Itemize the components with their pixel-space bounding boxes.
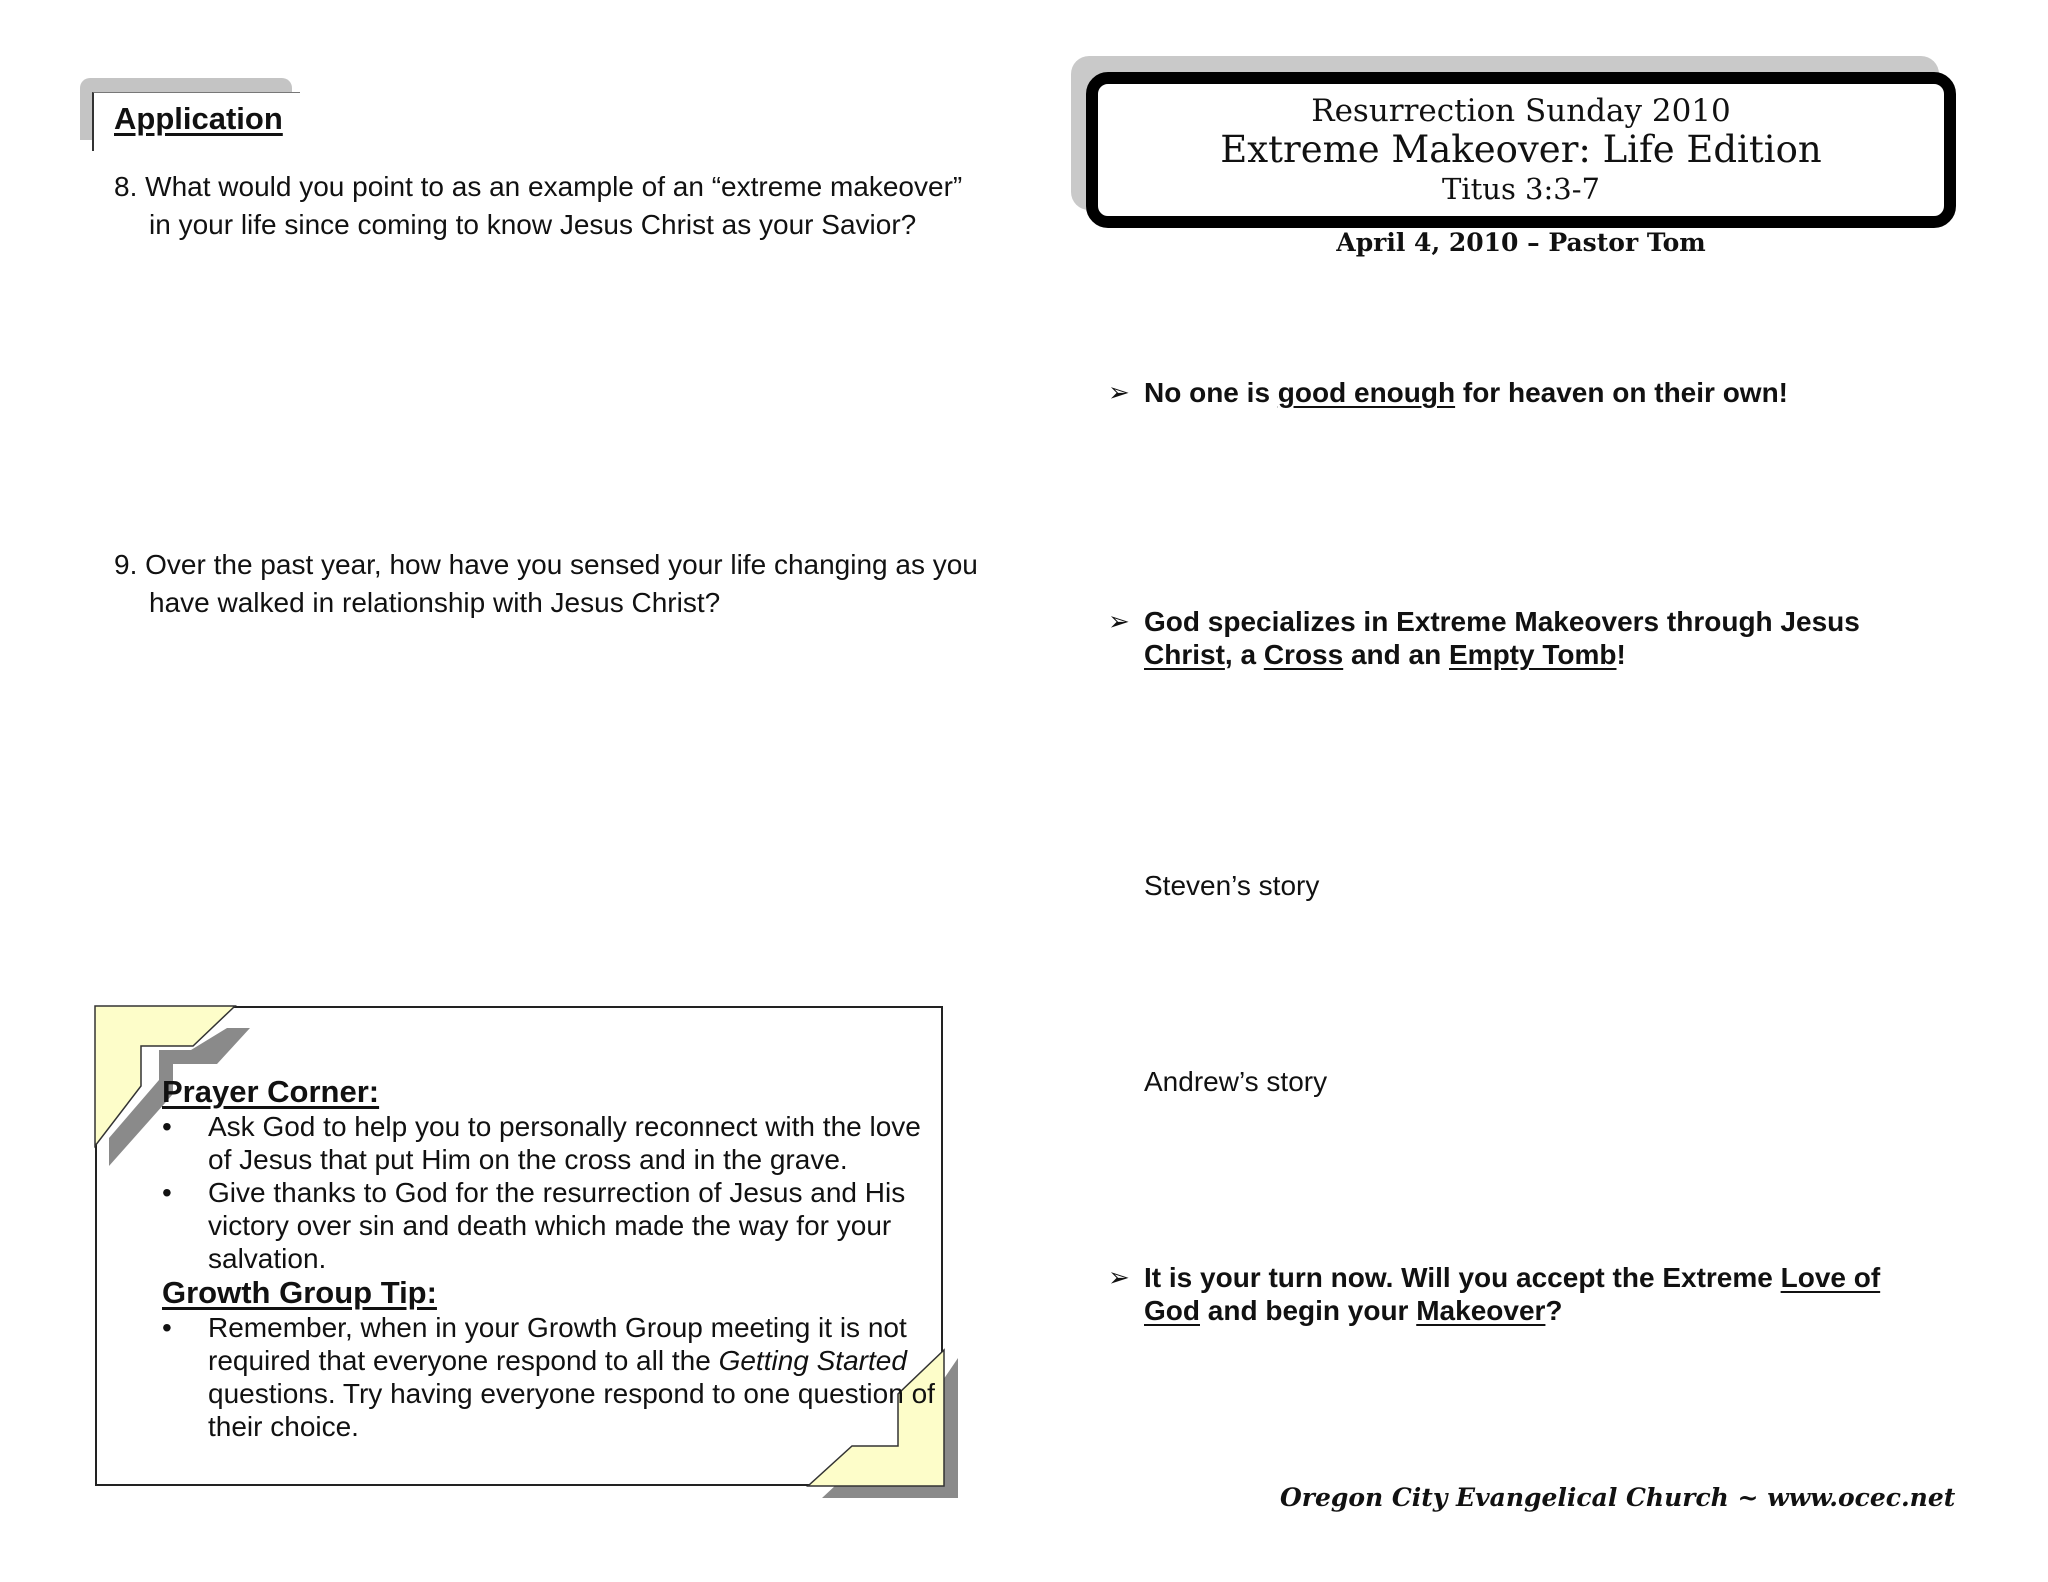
tip-italic-text: Getting Started bbox=[718, 1345, 907, 1376]
point-text: It is your turn now. Will you accept the Extreme bbox=[1144, 1262, 1781, 1293]
point-text: God specializes in Extreme Makeovers through Jesus bbox=[1144, 606, 1860, 637]
question-number: 8. bbox=[114, 171, 138, 202]
sermon-point-3 bbox=[1108, 1261, 1928, 1327]
prayer-item: • Give thanks to God for the resurrection of Jesus and His victory over sin and death which made the way for your salvation. bbox=[162, 1176, 942, 1275]
prayer-list bbox=[162, 1110, 942, 1275]
tip-text: questions. Try having everyone respond to one question of their choice. bbox=[208, 1378, 935, 1442]
prayer-item: • Ask God to help you to personally reconnect with the love of Jesus that put Him on the cross and in the grave. bbox=[162, 1110, 942, 1176]
arrow-bullet-icon: ➢ bbox=[1108, 606, 1130, 636]
point-fill-in: good enough bbox=[1277, 377, 1456, 408]
point-fill-in: Love of God bbox=[1144, 1262, 1881, 1326]
point-fill-in: Christ bbox=[1144, 639, 1225, 670]
question-9 bbox=[114, 546, 979, 622]
point-fill-in: Cross bbox=[1263, 639, 1344, 670]
point-fill-in: Empty Tomb bbox=[1449, 639, 1617, 670]
arrow-bullet-icon: ➢ bbox=[1108, 1262, 1130, 1292]
point-text: ? bbox=[1545, 1295, 1563, 1326]
sermon-point-text bbox=[1108, 376, 1928, 409]
point-text: and begin your bbox=[1200, 1295, 1417, 1326]
question-number: 9. bbox=[114, 549, 138, 580]
title-line-2: Extreme Makeover: Life Edition bbox=[1220, 128, 1822, 171]
church-footer: Oregon City Evangelical Church ~ www.ocec.net bbox=[1280, 1483, 1956, 1512]
date-and-pastor: April 4, 2010 – Pastor Tom bbox=[1336, 228, 1706, 257]
sermon-point-text bbox=[1108, 605, 1928, 671]
point-text: , a bbox=[1224, 639, 1264, 670]
sermon-point-2 bbox=[1108, 605, 1928, 671]
arrow-bullet-icon: ➢ bbox=[1108, 377, 1130, 407]
sermon-point-1 bbox=[1108, 376, 1928, 409]
andrew-story: Andrew’s story bbox=[1144, 1066, 1328, 1097]
prayer-corner-content bbox=[162, 1074, 942, 1443]
point-fill-in: Makeover bbox=[1416, 1295, 1546, 1326]
title-line-3: Titus 3:3-7 bbox=[1442, 172, 1600, 206]
point-text: for heaven on their own! bbox=[1455, 377, 1789, 408]
tip-list bbox=[162, 1311, 942, 1443]
steven-story: Steven’s story bbox=[1144, 870, 1320, 901]
title-line-1: Resurrection Sunday 2010 bbox=[1311, 93, 1731, 129]
sermon-point-text bbox=[1108, 1261, 1928, 1327]
point-text: No one is bbox=[1144, 377, 1278, 408]
point-text: ! bbox=[1616, 639, 1626, 670]
point-text: and an bbox=[1343, 639, 1449, 670]
tip-text: Remember, when in your Growth Group meeting it is not required that everyone respond to all the bbox=[208, 1312, 907, 1376]
tip-item bbox=[162, 1311, 942, 1443]
question-8 bbox=[114, 168, 979, 244]
prayer-corner-heading: Prayer Corner: bbox=[162, 1074, 380, 1109]
question-text: What would you point to as an example of an “extreme makeover” in your life since coming to know Jesus Christ as your Savior? bbox=[145, 171, 963, 240]
application-heading: Application bbox=[114, 101, 283, 136]
question-text: Over the past year, how have you sensed your life changing as you have walked in relationship with Jesus Christ? bbox=[145, 549, 978, 618]
growth-group-tip-heading: Growth Group Tip: bbox=[162, 1275, 437, 1310]
